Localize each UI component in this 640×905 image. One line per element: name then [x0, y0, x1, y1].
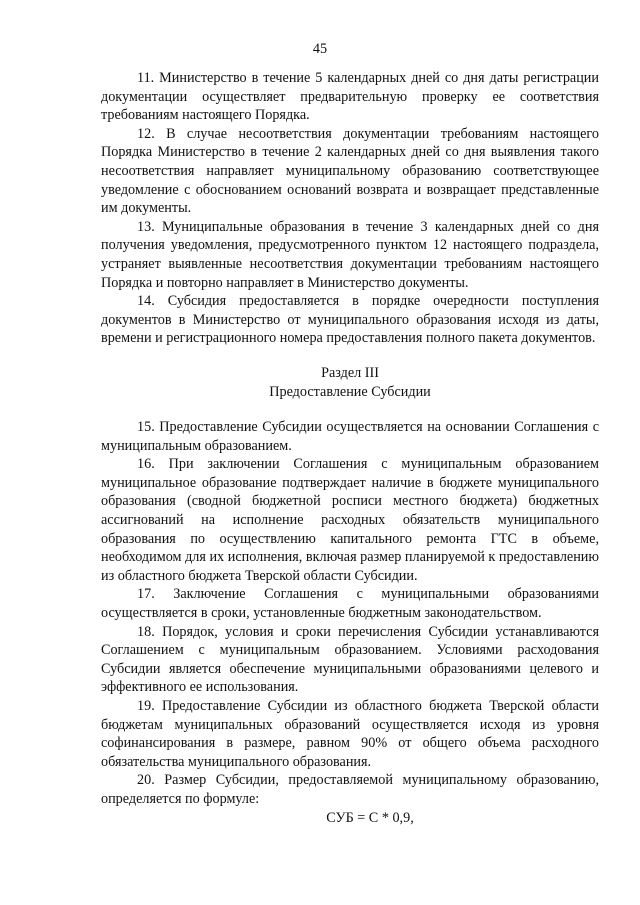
section-number: Раздел III — [321, 364, 379, 381]
paragraph-16: 16. При заключении Соглашения с муниципальным образованием муниципальное образование подтверждает наличие в бюджете муниципального образования (сводной бюджетной росписи местного бюджета) бюджетных ассигнований на исполнение расходных обязательств муниципального образования по осуществлению капитального ремонта ГТС в объеме, необходимом для их исполнения, включая размер планируемой к предоставлению из областного бюджета Тверской области Субсидии. — [101, 456, 599, 584]
paragraph-17: 17. Заключение Соглашения с муниципальными образованиями осуществляется в сроки, установленные бюджетным законодательством. — [101, 586, 599, 622]
paragraph-11: 11. Министерство в течение 5 календарных дней со дня даты регистрации документации осуществляет предварительную проверку ее соответствия требованиям настоящего Порядка. — [101, 70, 599, 124]
paragraph-18: 18. Порядок, условия и сроки перечисления Субсидии устанавливаются Соглашением с муниципальным образованием. Условиями расходования Субсидии является обеспечение муниципальными образованиями целевого и эффективного ее использования. — [101, 623, 599, 696]
paragraph-19: 19. Предоставление Субсидии из областного бюджета Тверской области бюджетам муниципальных образований осуществляется исходя из уровня софинансирования в размере, равном 90% от общего объема расходного обязательства муниципального образования. — [101, 698, 599, 770]
paragraph-14: 14. Субсидия предоставляется в порядке очередности поступления документов в Министерство от муниципального образования исходя из даты, времени и регистрационного номера предоставления полного пакета документов. — [101, 293, 599, 347]
paragraph-12: 12. В случае несоответствия документации требованиям настоящего Порядка Министерство в течение 2 календарных дней со дня выявления такого несоответствия направляет муниципальному образованию соответствующее уведомление с обоснованием оснований возврата и возвращает представленные им документы. — [101, 125, 599, 217]
paragraph-13: 13. Муниципальные образования в течение 3 календарных дней со дня получения уведомления, предусмотренного пунктом 12 настоящего подраздела, устраняет выявленные несоответствия документации требованиям настоящего Порядка и повторно направляет в Министерство документы. — [101, 218, 599, 291]
document-body — [101, 69, 599, 827]
page-number: 45 — [312, 41, 328, 57]
subsidy-formula: СУБ = С * 0,9, — [326, 809, 414, 826]
paragraph-15: 15. Предоставление Субсидии осуществляется на основании Соглашения с муниципальным образованием. — [101, 419, 599, 454]
section-gap — [101, 401, 599, 418]
section-title: Предоставление Субсидии — [269, 383, 431, 400]
paragraph-20: 20. Размер Субсидии, предоставляемой муниципальному образованию, определяется по формуле: — [101, 772, 599, 807]
